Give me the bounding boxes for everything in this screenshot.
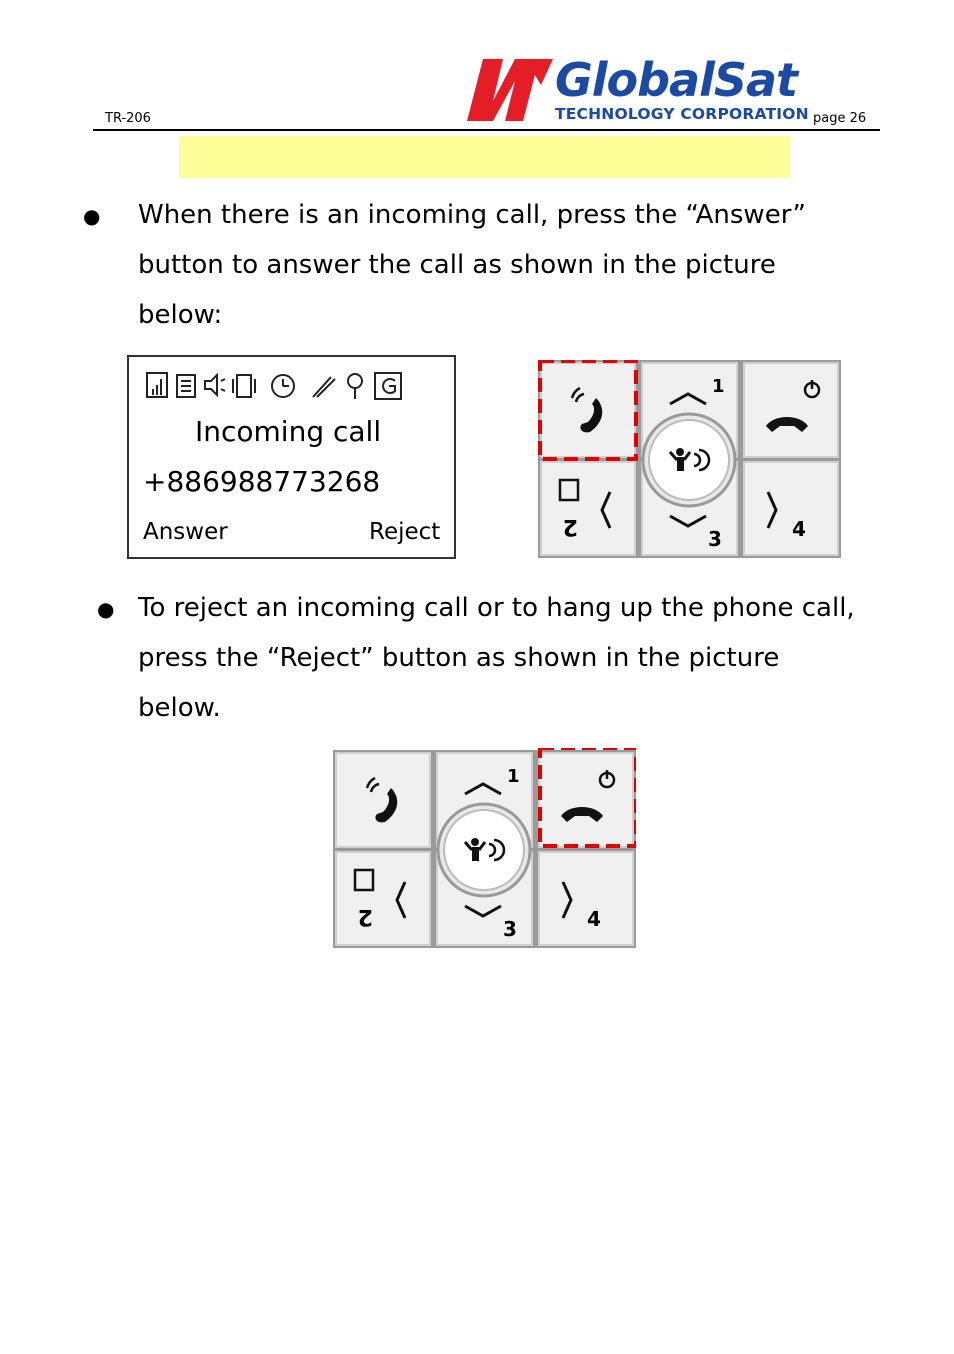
key-2-label: 2 (562, 514, 578, 539)
key-1-label: 1 (507, 766, 520, 787)
call-title: Incoming call (195, 415, 382, 448)
status-icons (145, 369, 407, 401)
key-2-label: 2 (357, 904, 373, 929)
text-line: When there is an incoming call, press the “Answer” (138, 200, 806, 230)
caller-number: +886988773268 (143, 465, 381, 498)
keypad-graphic (538, 360, 841, 558)
keypad-answer (538, 360, 841, 558)
paragraph-answer (138, 190, 806, 340)
globalsat-logo-icon (463, 55, 555, 123)
logo-wordmark: GlobalSat (555, 53, 798, 107)
bullet-dot: ● (83, 204, 101, 228)
key-4-label: 4 (587, 907, 601, 931)
softkey-answer-label: Answer (143, 519, 228, 545)
key-3-label: 3 (708, 527, 722, 551)
doc-id: TR-206 (105, 111, 151, 126)
key-3-label: 3 (503, 917, 517, 941)
key-1-label: 1 (712, 376, 725, 397)
key-4-label: 4 (792, 517, 806, 541)
bullet-dot: ● (97, 597, 115, 621)
softkey-reject-label: Reject (369, 519, 441, 545)
highlight-bar (179, 136, 790, 178)
keypad-graphic (333, 748, 636, 948)
text-line: To reject an incoming call or to hang up the phone call, (138, 593, 855, 623)
page-number: page 26 (813, 111, 867, 126)
text-line: below: (138, 300, 223, 330)
text-line: below. (138, 693, 221, 723)
header-rule (93, 129, 880, 131)
logo-subtitle: TECHNOLOGY CORPORATION (555, 105, 809, 123)
text-line: button to answer the call as shown in the picture (138, 250, 776, 280)
text-line: press the “Reject” button as shown in the picture (138, 643, 780, 673)
phone-screen (127, 355, 456, 559)
keypad-reject (333, 748, 636, 948)
paragraph-reject (138, 583, 855, 733)
